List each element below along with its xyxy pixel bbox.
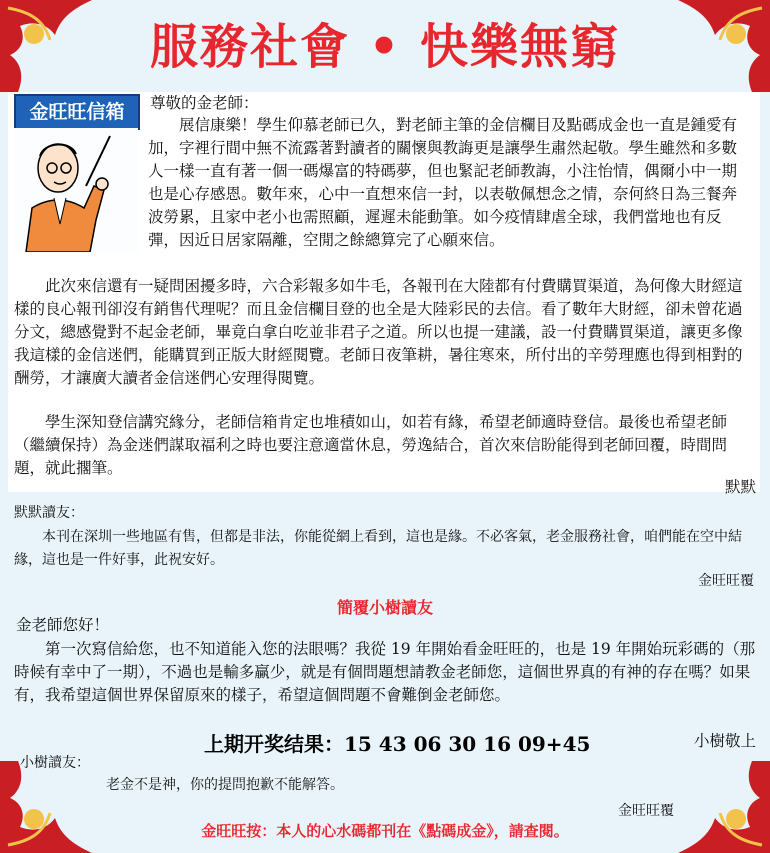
reply2-signature: 金旺旺覆	[618, 803, 674, 819]
letter2-body: 第一次寫信給您，也不知道能入您的法眼嗎？我從 19 年開始看金旺旺的，也是 19 年開始玩彩碼的（那時候有幸中了一期），不過也是輸多贏少，就是有個問題想請教金老師您，這個世界真的有神的存在嗎？如果有，我希望這個世界保留原來的樣子，希望這個問題不會難倒金老師您。	[14, 640, 756, 704]
letter1-paragraph-1: 展信康樂！學生仰慕老師已久，對老師主筆的金信欄目及點碼成金也一直是鍾愛有加，字裡行間中無不流露著對讀者的關懷與教誨更是讓學生肅然起敬。學生雖然和多數人一樣一直有著一個一碼爆富的特碼夢，但也緊記老師教誨，小注怡情，偶爾小中一期也是心存感恩。數年來，心中一直想來信一封，以表敬佩想念之情，奈何終日為三餐奔波勞累，且家中老小也需照顧，遲遲未能動筆。如今疫情肆虐全球，我們當地也有反彈，因近日居家隔離，空閒之餘總算完了心願來信。	[148, 116, 738, 249]
letter1-paragraph-2: 此次來信還有一疑問困擾多時，六合彩報多如牛毛，各報刊在大陸都有付費購買渠道，為何像大財經這樣的良心報刊卻沒有銷售代理呢？而且金信欄目登的也全是大陸彩民的去信。看了數年大財經，卻未曾花過分文，總感覺對不起金老師，畢竟白拿白吃並非君子之道。所以也提一建議，設一付費購買渠道，讓更多像我這樣的金信迷們，能購買到正版大財經閱覽。老師日夜筆耕，暑往寒來，所付出的辛勞理應也得到相對的酬勞，才讓廣大讀者金信迷們心安理得閱覽。	[14, 277, 743, 387]
letter1-paragraph-3: 學生深知登信講究緣分，老師信箱肯定也堆積如山，如若有緣，希望老師適時登信。最後也希望老師（繼續保持）為金迷們謀取福利之時也要注意適當休息，勞逸結合，首次來信盼能得到老師回覆，時間問題，就此擱筆。	[14, 413, 728, 477]
mailbox-badge: 金旺旺信箱	[14, 94, 140, 130]
reply2-greeting: 小樹讀友：	[20, 755, 90, 771]
reply1-body: 本刊在深圳一些地區有售，但都是非法，你能從網上看到，這也是緣。不必客氣，老金服務社會，咱們能在空中結緣，這也是一件好事，此祝安好。	[14, 529, 742, 568]
lottery-result: 上期开奖结果：15 43 06 30 16 09+45	[204, 732, 591, 756]
reply1-greeting: 默默讀友：	[14, 505, 84, 521]
letter2-signature: 小樹敬上	[693, 732, 756, 750]
reply1-signature: 金旺旺覆	[698, 573, 754, 589]
page-title: 服務社會 • 快樂無窮	[149, 19, 621, 75]
reply2-body: 老金不是神，你的提問抱歉不能解答。	[106, 777, 344, 793]
section-title: 簡覆小樹讀友	[336, 598, 433, 617]
letter1-greeting: 尊敬的金老師：	[150, 94, 259, 112]
teacher-illustration	[14, 128, 138, 252]
letter1-signature: 默默	[724, 478, 756, 496]
letter2-greeting: 金老師您好！	[16, 616, 110, 634]
footer-note: 金旺旺按：本人的心水碼都刊在《點碼成金》，請查閱。	[201, 822, 569, 840]
